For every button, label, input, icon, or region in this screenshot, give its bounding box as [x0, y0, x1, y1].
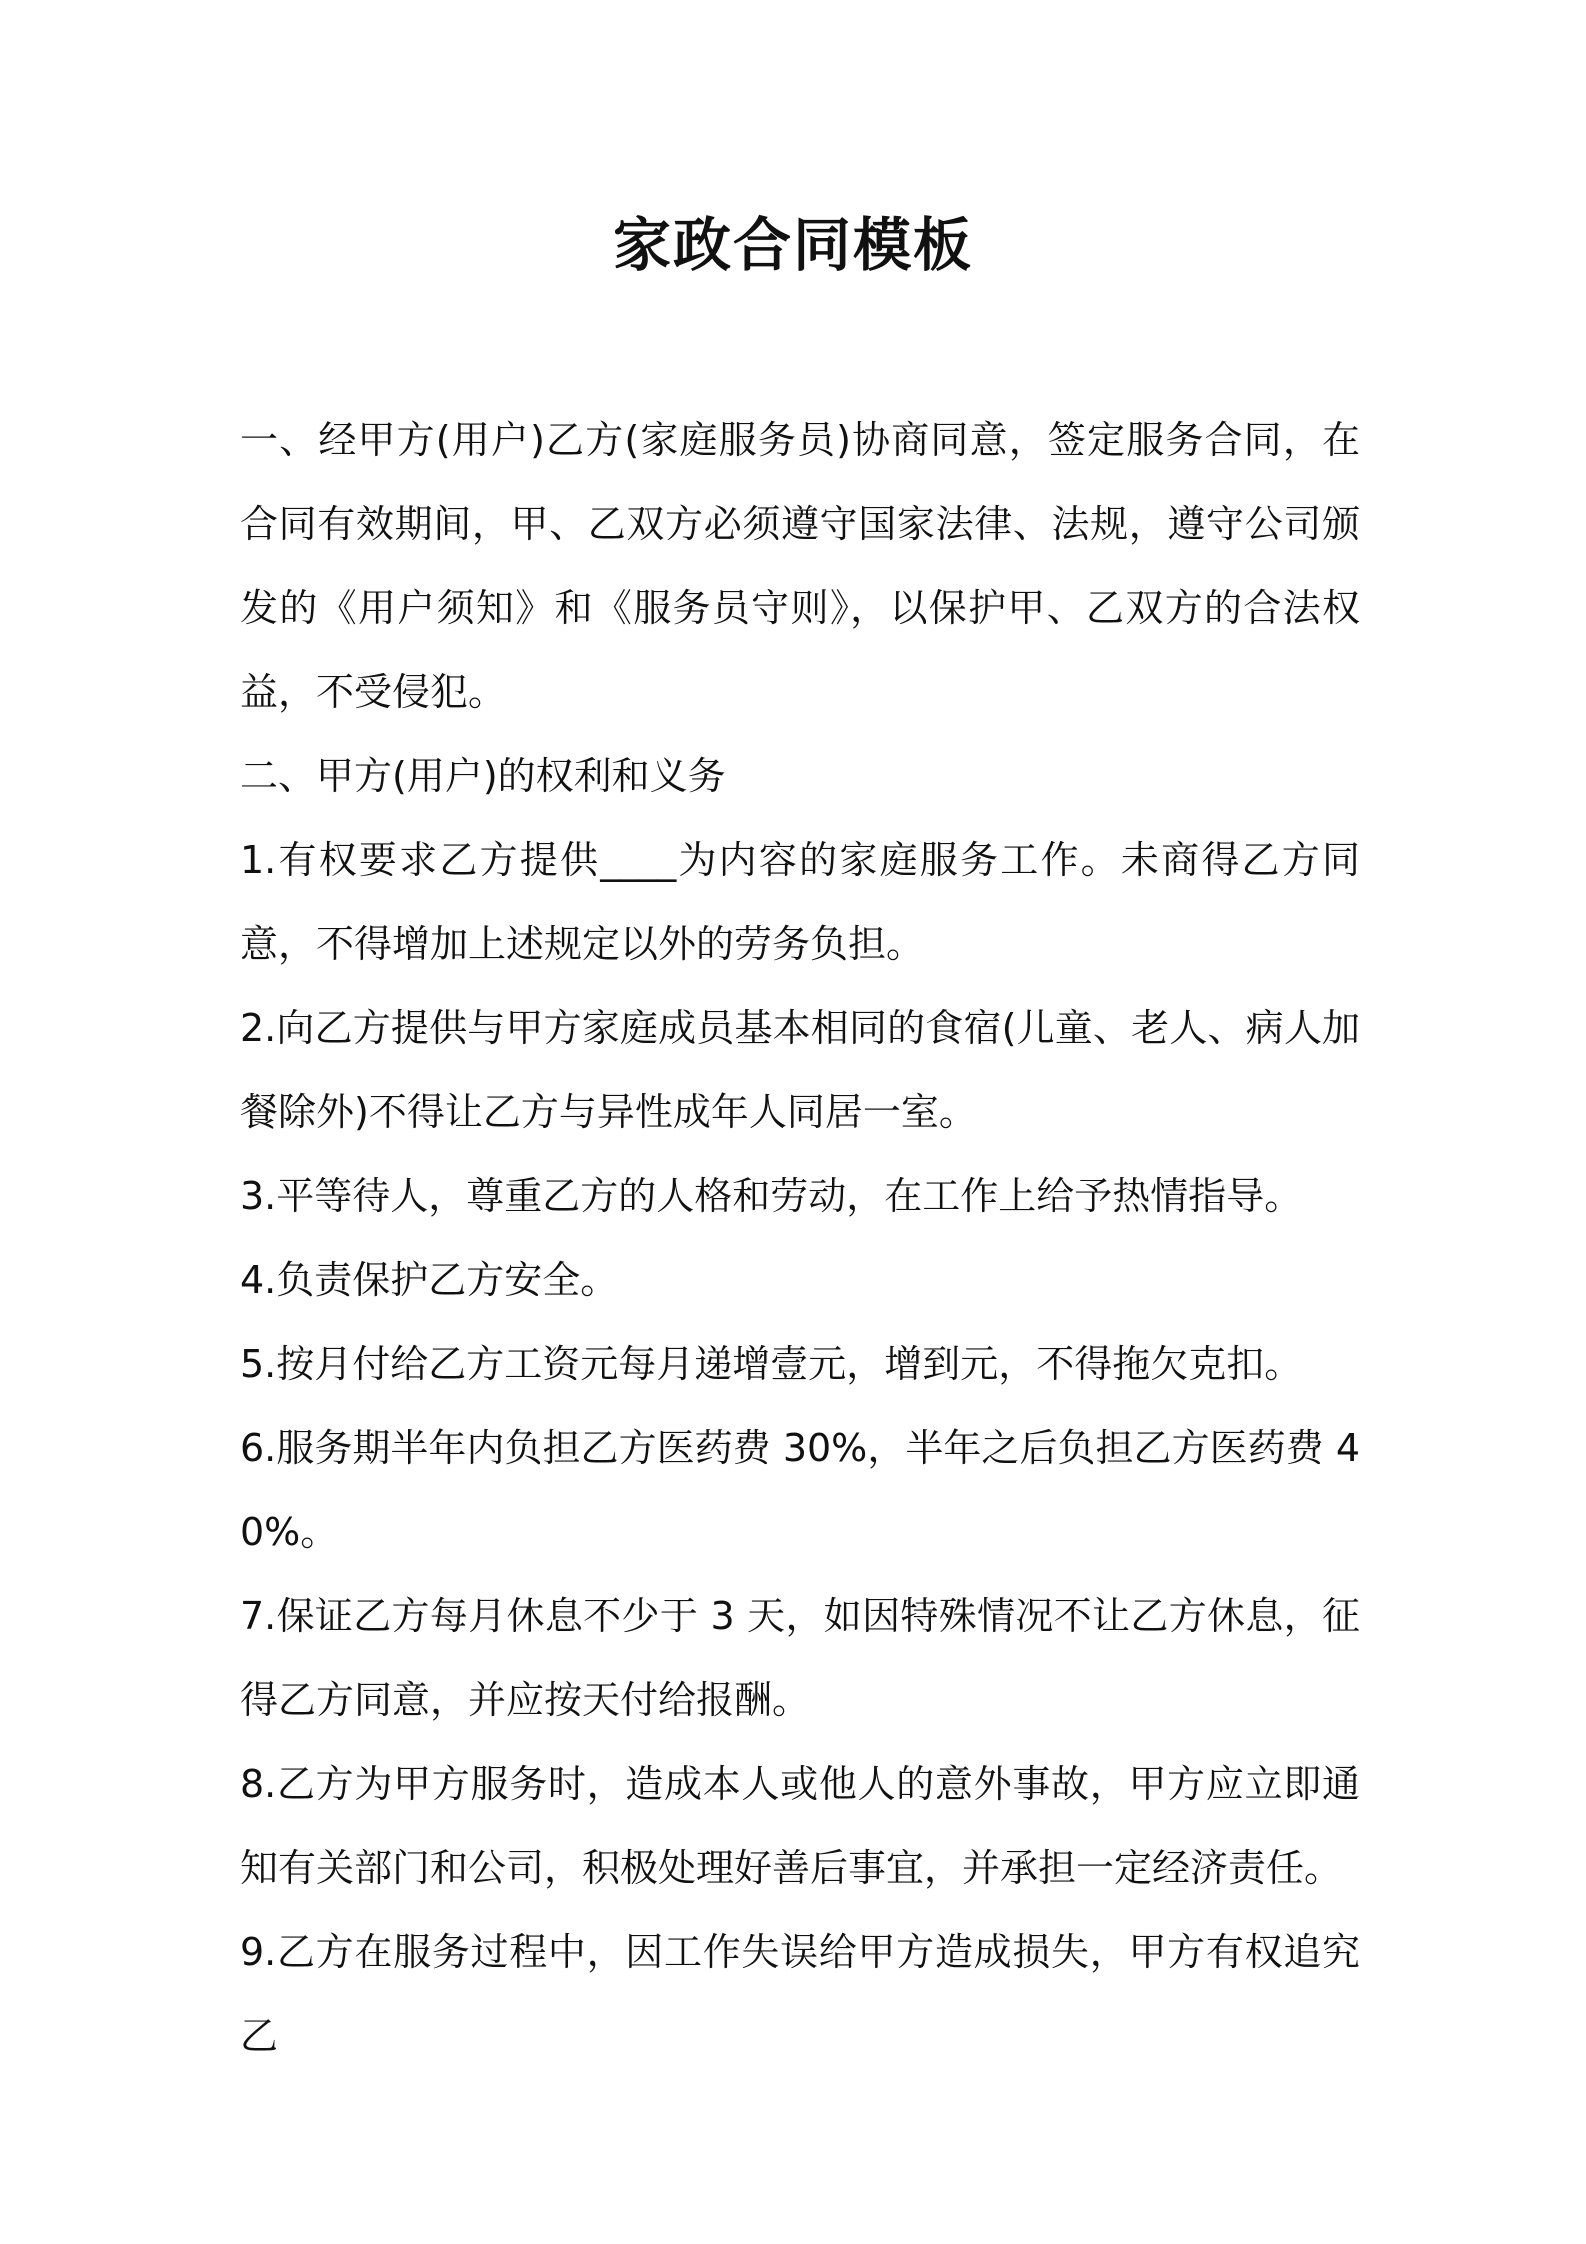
clause-6: 6.服务期半年内负担乙方医药费 30%，半年之后负担乙方医药费 40%。 — [240, 1426, 1360, 1554]
document-body — [240, 398, 1360, 2078]
clause-8: 8.乙方为甲方服务时，造成本人或他人的意外事故，甲方应立即通知有关部门和公司，积极处理好善后事宜，并承担一定经济责任。 — [240, 1762, 1360, 1890]
clause-7: 7.保证乙方每月休息不少于 3 天，如因特殊情况不让乙方休息，征得乙方同意，并应按天付给报酬。 — [240, 1594, 1360, 1722]
clause-1: 1.有权要求乙方提供____为内容的家庭服务工作。未商得乙方同意，不得增加上述规定以外的劳务负担。 — [240, 838, 1360, 966]
document-title: 家政合同模板 — [612, 211, 973, 279]
paragraph-intro: 一、经甲方(用户)乙方(家庭服务员)协商同意，签定服务合同，在合同有效期间，甲、乙双方必须遵守国家法律、法规，遵守公司颁发的《用户须知》和《服务员守则》，以保护甲、乙双方的合法权益，不受侵犯。 — [240, 418, 1360, 714]
clause-9: 9.乙方在服务过程中，因工作失误给甲方造成损失，甲方有权追究乙 — [240, 1930, 1360, 2058]
clause-5: 5.按月付给乙方工资元每月递增壹元，增到元，不得拖欠克扣。 — [240, 1342, 1303, 1386]
clause-3: 3.平等待人，尊重乙方的人格和劳动，在工作上给予热情指导。 — [240, 1174, 1303, 1218]
clause-4: 4.负责保护乙方安全。 — [240, 1258, 619, 1302]
section-heading-party-a: 二、甲方(用户)的权利和义务 — [240, 754, 726, 798]
clause-2: 2.向乙方提供与甲方家庭成员基本相同的食宿(儿童、老人、病人加餐除外)不得让乙方与异性成年人同居一室。 — [240, 1006, 1360, 1134]
